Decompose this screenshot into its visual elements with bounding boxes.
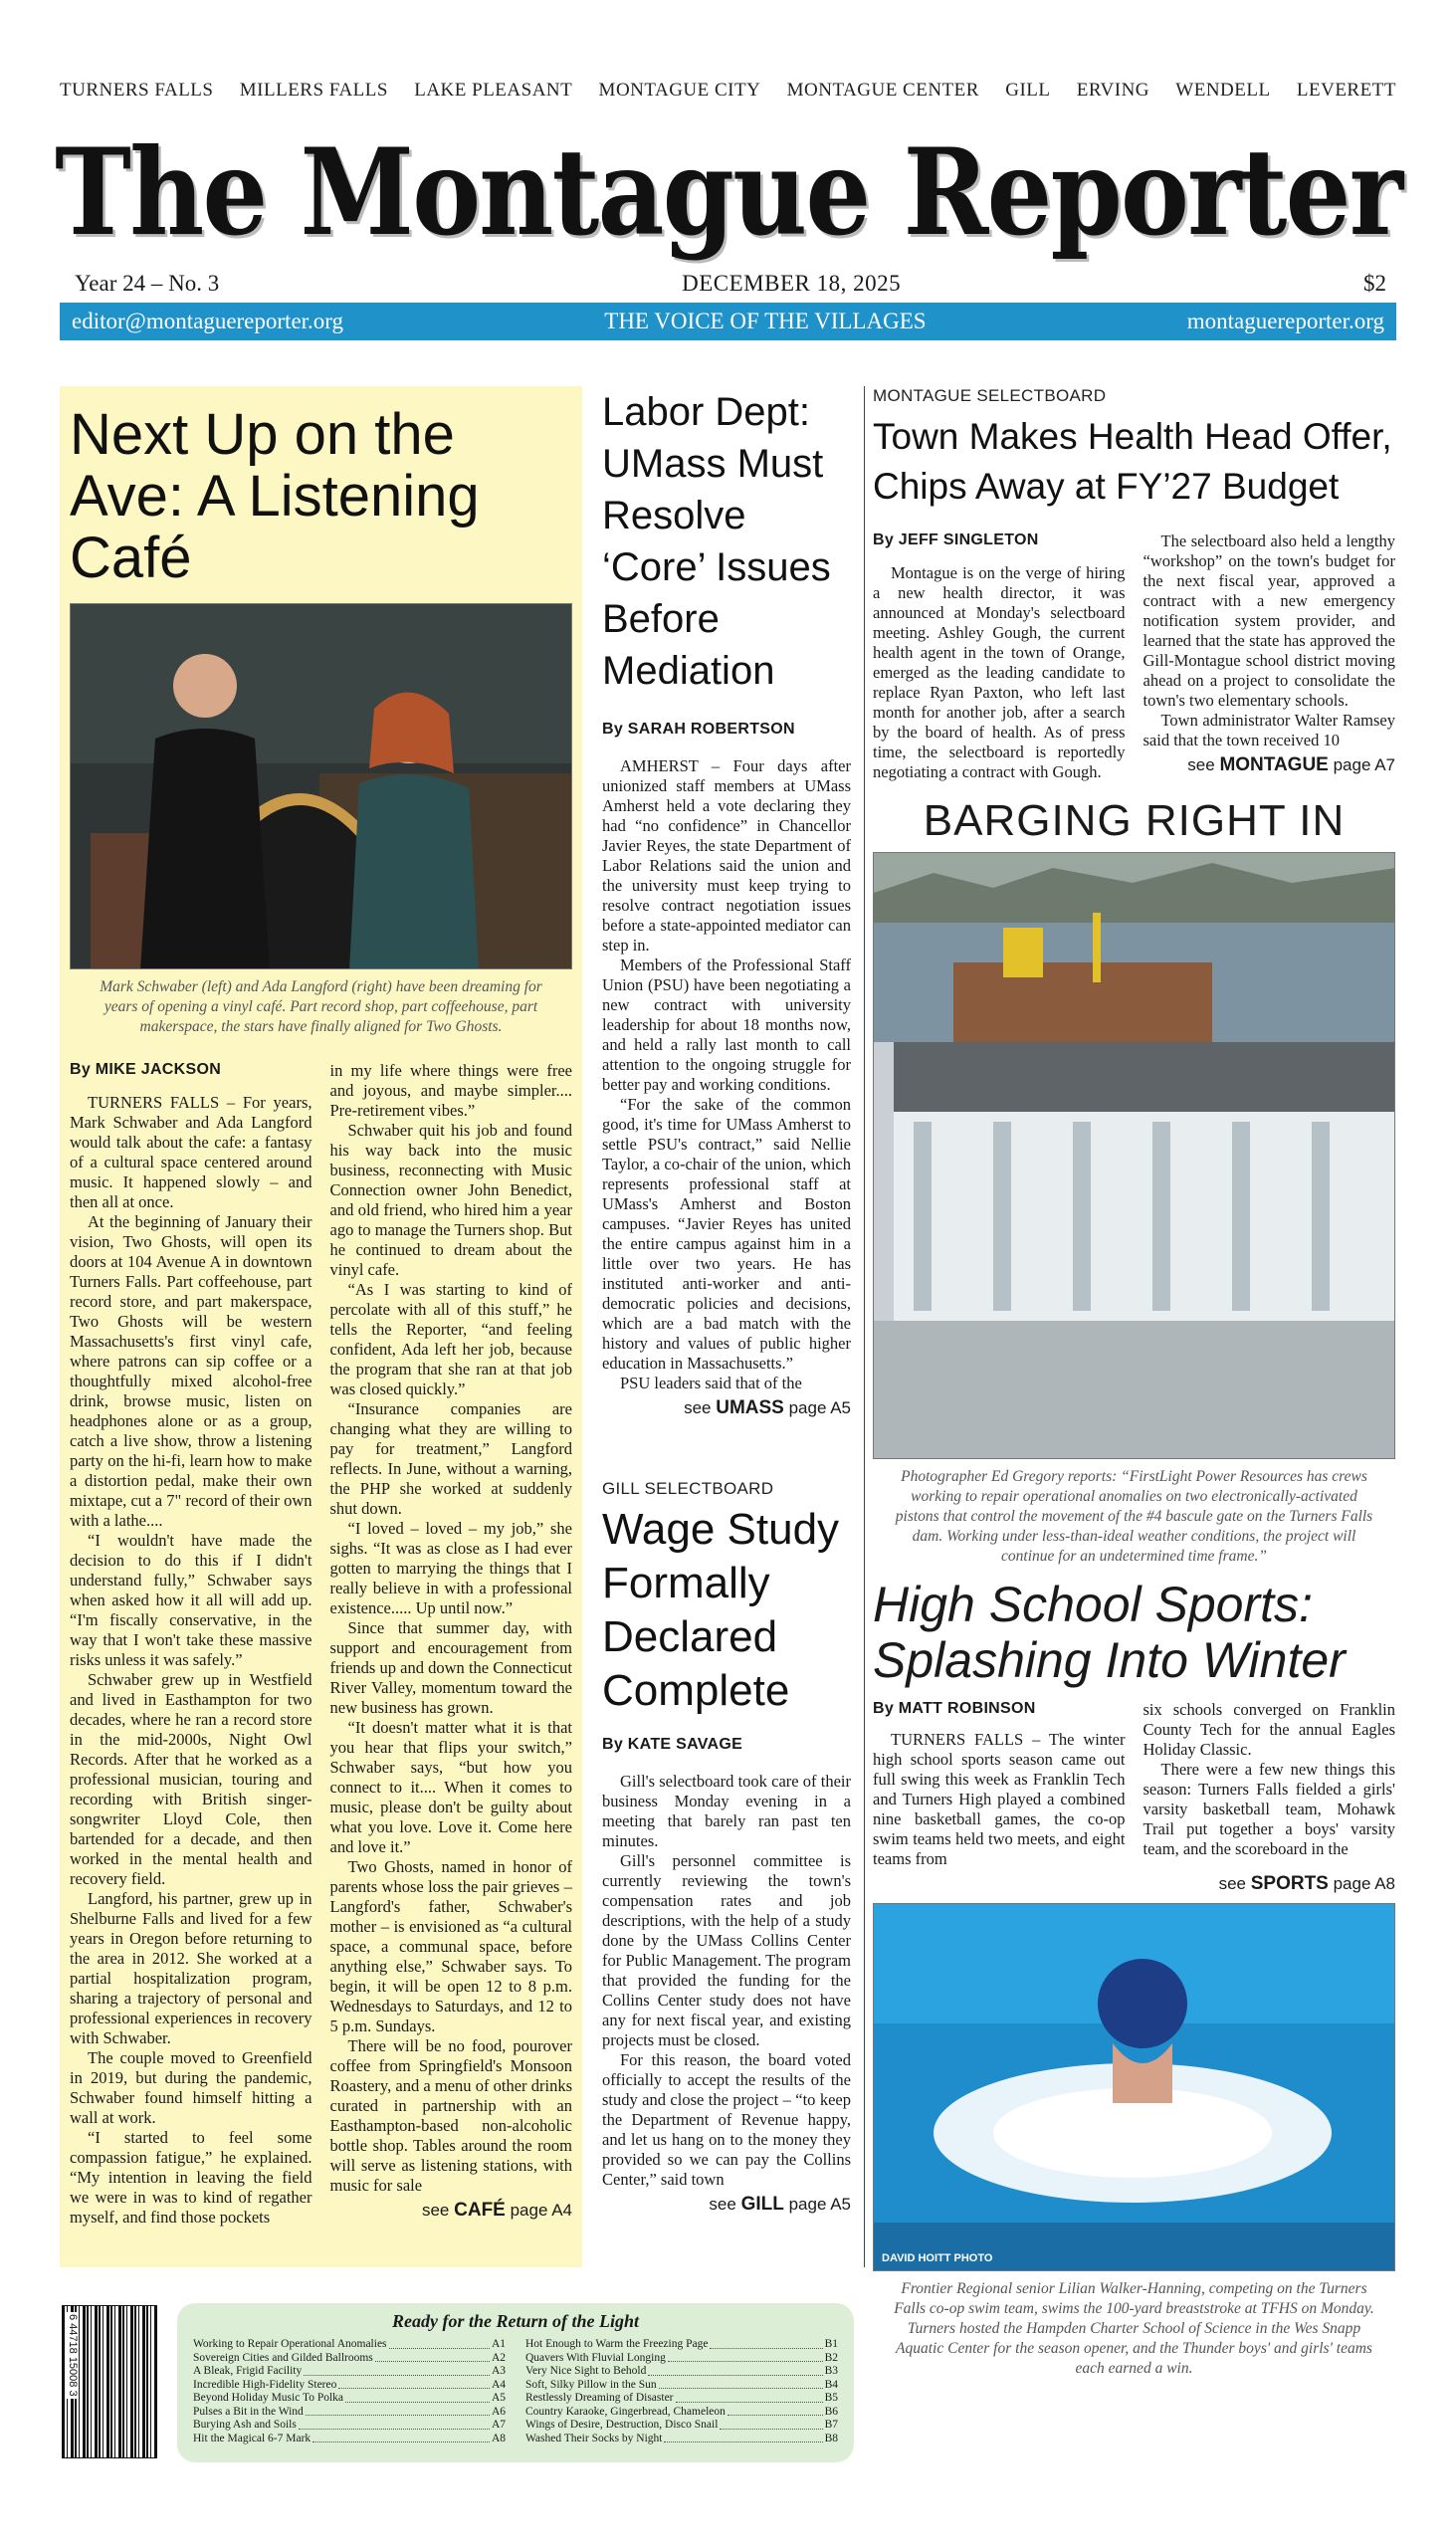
- village-list: [60, 80, 1396, 102]
- cafe-paragraph: Schwaber grew up in Westfield and lived in Easthampton for two decades, where he ran a record store in the mid-2000s, Night Owl Records. After that he worked as a professional musician, touring and recording with British singer-songwriter Lloyd Cole, then bartended for a decade, and then worked in the mental health and recovery field.: [70, 1670, 312, 1888]
- cafe-paragraph: Two Ghosts, named in honor of parents whose loss the pair grieves – Langford's father, Schwaber's mother – is envisioned as “a cultural space, a communal space, before anything else,” Schwaber says. To begin, it will be open 12 to 8 p.m. Wednesdays to Saturdays, and 12 to 5 p.m. Sundays.: [329, 1857, 572, 2035]
- photo-credit: DAVID HOITT PHOTO: [882, 2252, 993, 2264]
- cafe-photo-caption: Mark Schwaber (left) and Ada Langford (right) have been dreaming for years of opening a vinyl café. Part record shop, part coffeehouse, part makerspace, the stars have finally aligned for Two Ghosts.: [100, 978, 542, 1035]
- village-name: LEVERETT: [1296, 80, 1396, 101]
- village-name: MONTAGUE CITY: [598, 80, 761, 101]
- labor-headline: Labor Dept: UMass Must Resolve ‘Core’ Issues Before Mediation: [602, 390, 831, 693]
- toc-entry[interactable]: Working to Repair Operational Anomalies A1: [193, 2338, 506, 2350]
- sports-jump-link[interactable]: see SPORTS page A8: [1218, 1873, 1395, 1894]
- toc-entry[interactable]: Very Nice Sight to Behold B3: [525, 2365, 838, 2377]
- right-column: [873, 386, 1395, 2379]
- sports-byline: By MATT ROBINSON: [873, 1700, 1036, 1717]
- masthead: [54, 117, 1402, 267]
- montague-paragraph: Montague is on the verge of hiring a new health director, it was announced at Monday's selectboard meeting. Ashley Gough, the current health agent in the town of Orange, emerged as the leading candidate to replace Ryan Paxton, who left last month for another job, after a search by the board of health. As of press time, the selectboard is reportedly negotiating a contract with Gough.: [873, 563, 1126, 781]
- village-name: MILLERS FALLS: [239, 80, 388, 101]
- cafe-paragraph: “I loved – loved – my job,” she sighs. “It was as close as I had ever gotten to marrying the things that I really believe in with a professional existence..... Up until now.”: [329, 1519, 572, 1617]
- cafe-paragraph: Schwaber quit his job and found his way back into the music business, reconnecting with Music Connection owner John Benedict, and old friend, who hired him a year ago to manage the Turners shop. But he continued to dream about the vinyl cafe.: [329, 1121, 572, 1279]
- contents-column-a: [193, 2338, 506, 2445]
- labor-jump-link[interactable]: see UMASS page A5: [684, 1397, 851, 1418]
- contents-column-b: [525, 2338, 838, 2445]
- cafe-headline: Next Up on the Ave: A Listening Café: [70, 402, 480, 590]
- cafe-paragraph: There will be no food, pourover coffee from Springfield's Monsoon Roastery, and a menu of other drinks curated in partnership with an Easthampton-based non-alcoholic bottle shop. Tables around the room will serve as listening stations, with music for sale: [329, 2036, 572, 2195]
- sports-paragraph: six schools converged on Franklin County Tech for the annual Eagles Holiday Classic.: [1143, 1700, 1395, 1759]
- cafe-paragraph: Langford, his partner, grew up in Shelburne Falls and lived for a few years in Oregon before returning to the area in 2012. She worked at a partial hospitalization program, sharing a trajectory of personal and professional experiences in recovery with Schwaber.: [70, 1889, 312, 2047]
- issue-date: DECEMBER 18, 2025: [682, 271, 902, 296]
- wage-paragraph: Gill's personnel committee is currently reviewing the town's compensation rates and job descriptions, with the help of a study done by the UMass Collins Center for Public Management. The program that provided the funding for the Collins Center study does not have any for next fiscal year, and existing projects must be closed.: [602, 1851, 851, 2049]
- labor-byline: By SARAH ROBERTSON: [602, 721, 795, 738]
- village-name: TURNERS FALLS: [60, 80, 214, 101]
- toc-entry[interactable]: Pulses a Bit in the Wind A6: [193, 2405, 506, 2418]
- issue-price: $2: [1362, 271, 1386, 296]
- tagline: THE VOICE OF THE VILLAGES: [604, 309, 927, 333]
- wage-headline: Wage Study Formally Declared Complete: [602, 1505, 840, 1715]
- montague-kicker: MONTAGUE SELECTBOARD: [873, 386, 1107, 405]
- toc-entry[interactable]: Washed Their Socks by Night B8: [525, 2432, 838, 2444]
- montague-paragraph: The selectboard also held a lengthy “workshop” on the town's budget for the next fiscal year, approved a contract with a new emergency notification system provider, and learned that the state has approved the Gill-Montague school district moving ahead on a project to consolidate the town's two elementary schools.: [1143, 531, 1395, 710]
- toc-entry[interactable]: Hit the Magical 6-7 Mark A8: [193, 2432, 506, 2444]
- contents-title: Ready for the Return of the Light: [391, 2311, 639, 2331]
- wage-kicker: GILL SELECTBOARD: [602, 1479, 774, 1498]
- cafe-paragraph: The couple moved to Greenfield in 2019, but during the pandemic, Schwaber found himself hitting a wall at work.: [70, 2048, 312, 2127]
- labor-paragraph: PSU leaders said that of the: [620, 1374, 802, 1392]
- toc-entry[interactable]: Burying Ash and Soils A7: [193, 2419, 506, 2431]
- newspaper-title: The Montague Reporter: [54, 121, 1402, 263]
- labor-paragraph: AMHERST – Four days after unionized staff members at UMass Amherst held a vote declaring they had “no confidence” in Chancellor Javier Reyes, the state Department of Labor Relations said the union and the university must keep trying to resolve contract negotiation issues before a state-appointed mediator can step in.: [602, 756, 851, 955]
- montague-headline: Town Makes Health Head Offer, Chips Away at FY’27 Budget: [873, 416, 1392, 507]
- toc-entry[interactable]: Country Karaoke, Gingerbread, Chameleon B6: [525, 2405, 838, 2418]
- barging-headline: BARGING RIGHT IN: [923, 796, 1346, 845]
- column-divider: [864, 386, 865, 2267]
- swim-photo: [873, 1903, 1395, 2271]
- cafe-photo: [70, 603, 572, 969]
- toc-entry[interactable]: Restlessly Dreaming of Disaster B5: [525, 2392, 838, 2404]
- cafe-paragraph: Since that summer day, with support and encouragement from friends up and down the Connecticut River Valley, momentum toward the new business has grown.: [329, 1618, 572, 1717]
- toc-entry[interactable]: Beyond Holiday Music To Polka A5: [193, 2392, 506, 2404]
- wage-paragraph: Gill's selectboard took care of their business Monday evening in a meeting that barely ran past ten minutes.: [602, 1772, 851, 1850]
- labor-paragraph: Members of the Professional Staff Union (PSU) have been negotiating a new contract with university leadership for about 18 months now, and held a rally last month to call attention to the ongoing struggle for better pay and working conditions.: [602, 956, 851, 1094]
- cafe-paragraph: “As I was starting to kind of percolate with all of this stuff,” he tells the Reporter, “and feeling confident, Ada left her job, because the program that she ran at that job was closed quickly.”: [329, 1280, 572, 1398]
- sports-headline: High School Sports: Splashing Into Winter: [873, 1577, 1346, 1688]
- toc-entry[interactable]: Soft, Silky Pillow in the Sun B4: [525, 2378, 838, 2391]
- cafe-paragraph: “It doesn't matter what it is that you hear that flips your switch,” Schwaber says, “but how you connect to it.... When it comes to music, please don't be guilty about what you love. Love it. Come here and love it.”: [329, 1718, 572, 1856]
- toc-entry[interactable]: Incredible High-Fidelity Stereo A4: [193, 2378, 506, 2391]
- cafe-paragraph: At the beginning of January their vision, Two Ghosts, will open its doors at 104 Avenue A in downtown Turners Falls. Part coffeehouse, part record store, and part makerspace, Two Ghosts will be western Massachusetts's first vinyl cafe, where patrons can sip coffee or a thoughtfully mixed alcohol-free drink, browse music, listen on headphones alone or as a group, catch a live show, throw a listening party on the hi-fi, learn how to make a distortion pedal, make their own mixtape, cut a 7" record of their own with a lathe....: [70, 1212, 312, 1530]
- cafe-story: [60, 386, 582, 2267]
- cafe-byline: By MIKE JACKSON: [70, 1061, 222, 1078]
- sports-paragraph: There were a few new things this season: Turners Falls fielded a girls' varsity basketball team, Mohawk Trail put together a boys' varsity team, and the scoreboard in the: [1143, 1760, 1395, 1858]
- toc-entry[interactable]: Sovereign Cities and Gilded Ballrooms A2: [193, 2351, 506, 2364]
- barcode: [62, 2305, 157, 2458]
- village-name: MONTAGUE CENTER: [786, 80, 979, 101]
- labor-paragraph: “For the sake of the common good, it's time for UMass Amherst to settle PSU's contract,” said Nellie Taylor, a co-chair of the union, which represents professional staff at UMass's Amherst and Boston campuses. “Javier Reyes has united the entire campus against him in a little over two years. He has instituted anti-worker and anti-democratic policies and decisions, which are a bad match with the history and values of public higher education in Massachusetts.”: [602, 1095, 851, 1373]
- table-of-contents: [177, 2303, 854, 2462]
- village-name: GILL: [1005, 80, 1051, 101]
- montague-byline: By JEFF SINGLETON: [873, 531, 1039, 548]
- swim-photo-caption: Frontier Regional senior Lilian Walker-Hanning, competing on the Turners Falls co-op swim team, swims the 100-yard breaststroke at TFHS on Monday. Turners hosted the Hampden Charter School of Science in the Wes Snapp Aquatic Center for the season opener, and the Thunder boys' and girls' teams each earned a win.: [894, 2280, 1374, 2377]
- village-name: LAKE PLEASANT: [414, 80, 573, 101]
- cafe-paragraph: in my life where things were free and joyous, and maybe simpler.... Pre-retirement vibes.”: [329, 1061, 572, 1120]
- cafe-paragraph: “Insurance companies are changing what they are willing to pay for treatment,” Langford reflects. In June, without a warning, the PHP she worked at suddenly shut down.: [329, 1399, 572, 1518]
- cafe-paragraph: “I started to feel some compassion fatigue,” he explained. “My intention in leaving the field we were in was to kind of regather myself, and find those pockets: [70, 2128, 312, 2227]
- middle-column: [602, 386, 851, 2216]
- sports-paragraph: TURNERS FALLS – The winter high school sports season came out full swing this week as Franklin Tech and Turners High played a combined nine basketball games, the co-op swim teams held two meets, and eight teams from: [873, 1730, 1126, 1868]
- barcode-number: 6 44718 15008 3: [67, 2314, 79, 2397]
- website-link[interactable]: montaguereporter.org: [1186, 309, 1384, 333]
- contact-bar: [60, 303, 1396, 340]
- toc-entry[interactable]: A Bleak, Frigid Facility A3: [193, 2365, 506, 2377]
- cafe-paragraph: TURNERS FALLS – For years, Mark Schwaber and Ada Langford would talk about the cafe: a fantasy of a cultural space centered around music. It happened slowly – and then all at once.: [70, 1093, 312, 1211]
- wage-paragraph: For this reason, the board voted officially to accept the results of the study and close the project – “to keep the Department of Revenue happy, and let us hang on to the money they provided so we can pay the Collins Center,” said town: [602, 2050, 851, 2189]
- toc-entry[interactable]: Hot Enough to Warm the Freezing Page B1: [525, 2338, 838, 2350]
- cafe-paragraph: “I wouldn't have made the decision to do this if I didn't understand fully,” Schwaber says when asked how it all will add up. “I'm fiscally conservative, in the way that I won't take these massive risks unless it was safely.”: [70, 1531, 312, 1669]
- issue-number: Year 24 – No. 3: [75, 271, 220, 296]
- montague-jump-link[interactable]: see MONTAGUE page A7: [1187, 754, 1395, 775]
- village-name: WENDELL: [1175, 80, 1271, 101]
- dam-photo-caption: Photographer Ed Gregory reports: “FirstLight Power Resources has crews working to repair operational anomalies on two electronically-activated pistons that control the movement of the #4 bascule gate on the Turners Falls dam. Working under less-than-ideal weather conditions, the project will continue for an undetermined time frame.”: [895, 1468, 1373, 1565]
- issue-info-row: [75, 271, 1386, 297]
- montague-paragraph: Town administrator Walter Ramsey said that the town received 10: [1143, 711, 1395, 749]
- wage-byline: By KATE SAVAGE: [602, 1736, 743, 1753]
- cafe-jump-link[interactable]: see CAFÉ page A4: [421, 2200, 572, 2221]
- village-name: ERVING: [1076, 80, 1150, 101]
- toc-entry[interactable]: Quavers With Fluvial Longing B2: [525, 2351, 838, 2364]
- email-link[interactable]: editor@montaguereporter.org: [72, 309, 344, 333]
- wage-jump-link[interactable]: see GILL page A5: [709, 2194, 851, 2215]
- dam-photo: [873, 852, 1395, 1459]
- toc-entry[interactable]: Wings of Desire, Destruction, Disco Snail B7: [525, 2419, 838, 2431]
